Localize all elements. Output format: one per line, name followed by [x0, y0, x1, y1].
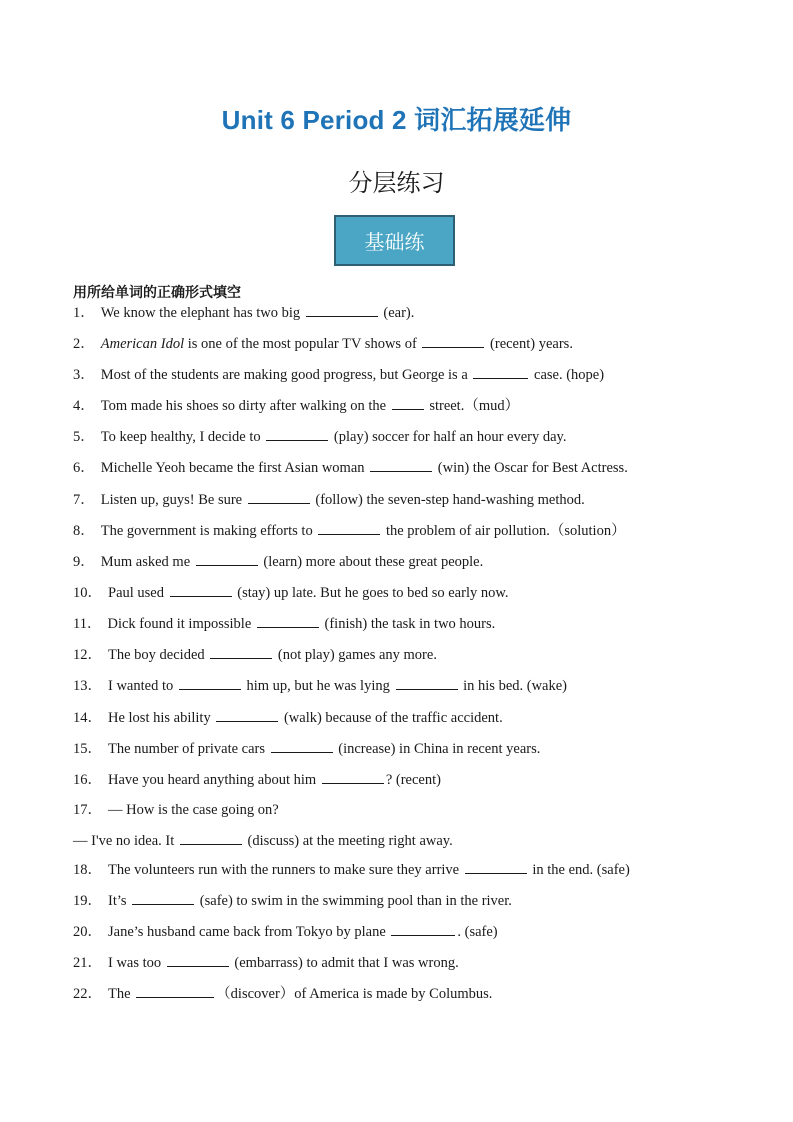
- question-3: 3． Most of the students are making good progress, but George is a case. (hope): [73, 367, 605, 383]
- answer-blank[interactable]: [196, 552, 258, 566]
- answer-blank[interactable]: [132, 891, 194, 905]
- answer-blank[interactable]: [473, 365, 528, 379]
- answer-blank[interactable]: [370, 458, 432, 472]
- answer-blank[interactable]: [179, 676, 241, 690]
- question-20: 20． Jane’s husband came back from Tokyo by plane . (safe): [73, 924, 498, 940]
- answer-blank[interactable]: [210, 645, 272, 659]
- question-13: 13． I wanted to him up, but he was lying in his bed. (wake): [73, 678, 568, 694]
- question-4: 4． Tom made his shoes so dirty after walking on the street.（mud）: [73, 398, 520, 414]
- answer-blank[interactable]: [318, 521, 380, 535]
- answer-blank[interactable]: [180, 831, 242, 845]
- question-16: 16． Have you heard anything about him ? (recent): [73, 772, 441, 788]
- answer-blank[interactable]: [167, 953, 229, 967]
- section-subtitle: 分层练习: [348, 169, 445, 197]
- answer-blank[interactable]: [257, 614, 319, 628]
- answer-blank[interactable]: [266, 427, 328, 441]
- question-8: 8． The government is making efforts to the problem of air pollution.（solution）: [73, 523, 626, 539]
- level-badge: 基础练: [334, 215, 455, 266]
- page-title: Unit 6 Period 2 词汇拓展延伸: [221, 105, 572, 135]
- question-21: 21． I was too (embarrass) to admit that I was wrong.: [73, 955, 459, 971]
- question-18: 18． The volunteers run with the runners to make sure they arrive in the end. (safe): [73, 862, 630, 878]
- answer-blank[interactable]: [170, 583, 232, 597]
- answer-blank[interactable]: [391, 922, 455, 936]
- question-14: 14． He lost his ability (walk) because of the traffic accident.: [73, 710, 503, 726]
- question-7: 7． Listen up, guys! Be sure (follow) the seven-step hand-washing method.: [73, 492, 585, 508]
- answer-blank[interactable]: [465, 860, 527, 874]
- answer-blank[interactable]: [396, 676, 458, 690]
- question-17: 17． — How is the case going on?: [73, 802, 279, 818]
- answer-blank[interactable]: [422, 334, 484, 348]
- question-6: 6． Michelle Yeoh became the first Asian woman (win) the Oscar for Best Actress.: [73, 460, 628, 476]
- answer-blank[interactable]: [392, 396, 424, 410]
- question-17-reply: — I've no idea. It (discuss) at the meeting right away.: [73, 833, 453, 849]
- question-11: 11． Dick found it impossible (finish) the task in two hours.: [73, 616, 496, 632]
- question-19: 19． It’s (safe) to swim in the swimming pool than in the river.: [73, 893, 512, 909]
- question-9: 9． Mum asked me (learn) more about these great people.: [73, 554, 484, 570]
- question-1: 1． We know the elephant has two big (ear).: [73, 305, 415, 321]
- answer-blank[interactable]: [136, 984, 214, 998]
- answer-blank[interactable]: [322, 770, 384, 784]
- answer-blank[interactable]: [216, 708, 278, 722]
- answer-blank[interactable]: [306, 303, 378, 317]
- question-2: 2． American Idol is one of the most popular TV shows of (recent) years.: [73, 336, 573, 352]
- answer-blank[interactable]: [248, 490, 310, 504]
- instruction-text: 用所给单词的正确形式填空: [73, 285, 241, 301]
- answer-blank[interactable]: [271, 739, 333, 753]
- question-22: 22． The （discover）of America is made by Columbus.: [73, 986, 493, 1002]
- question-10: 10． Paul used (stay) up late. But he goes to bed so early now.: [73, 585, 509, 601]
- question-12: 12． The boy decided (not play) games any more.: [73, 647, 437, 663]
- question-15: 15． The number of private cars (increase) in China in recent years.: [73, 741, 541, 757]
- question-5: 5． To keep healthy, I decide to (play) soccer for half an hour every day.: [73, 429, 567, 445]
